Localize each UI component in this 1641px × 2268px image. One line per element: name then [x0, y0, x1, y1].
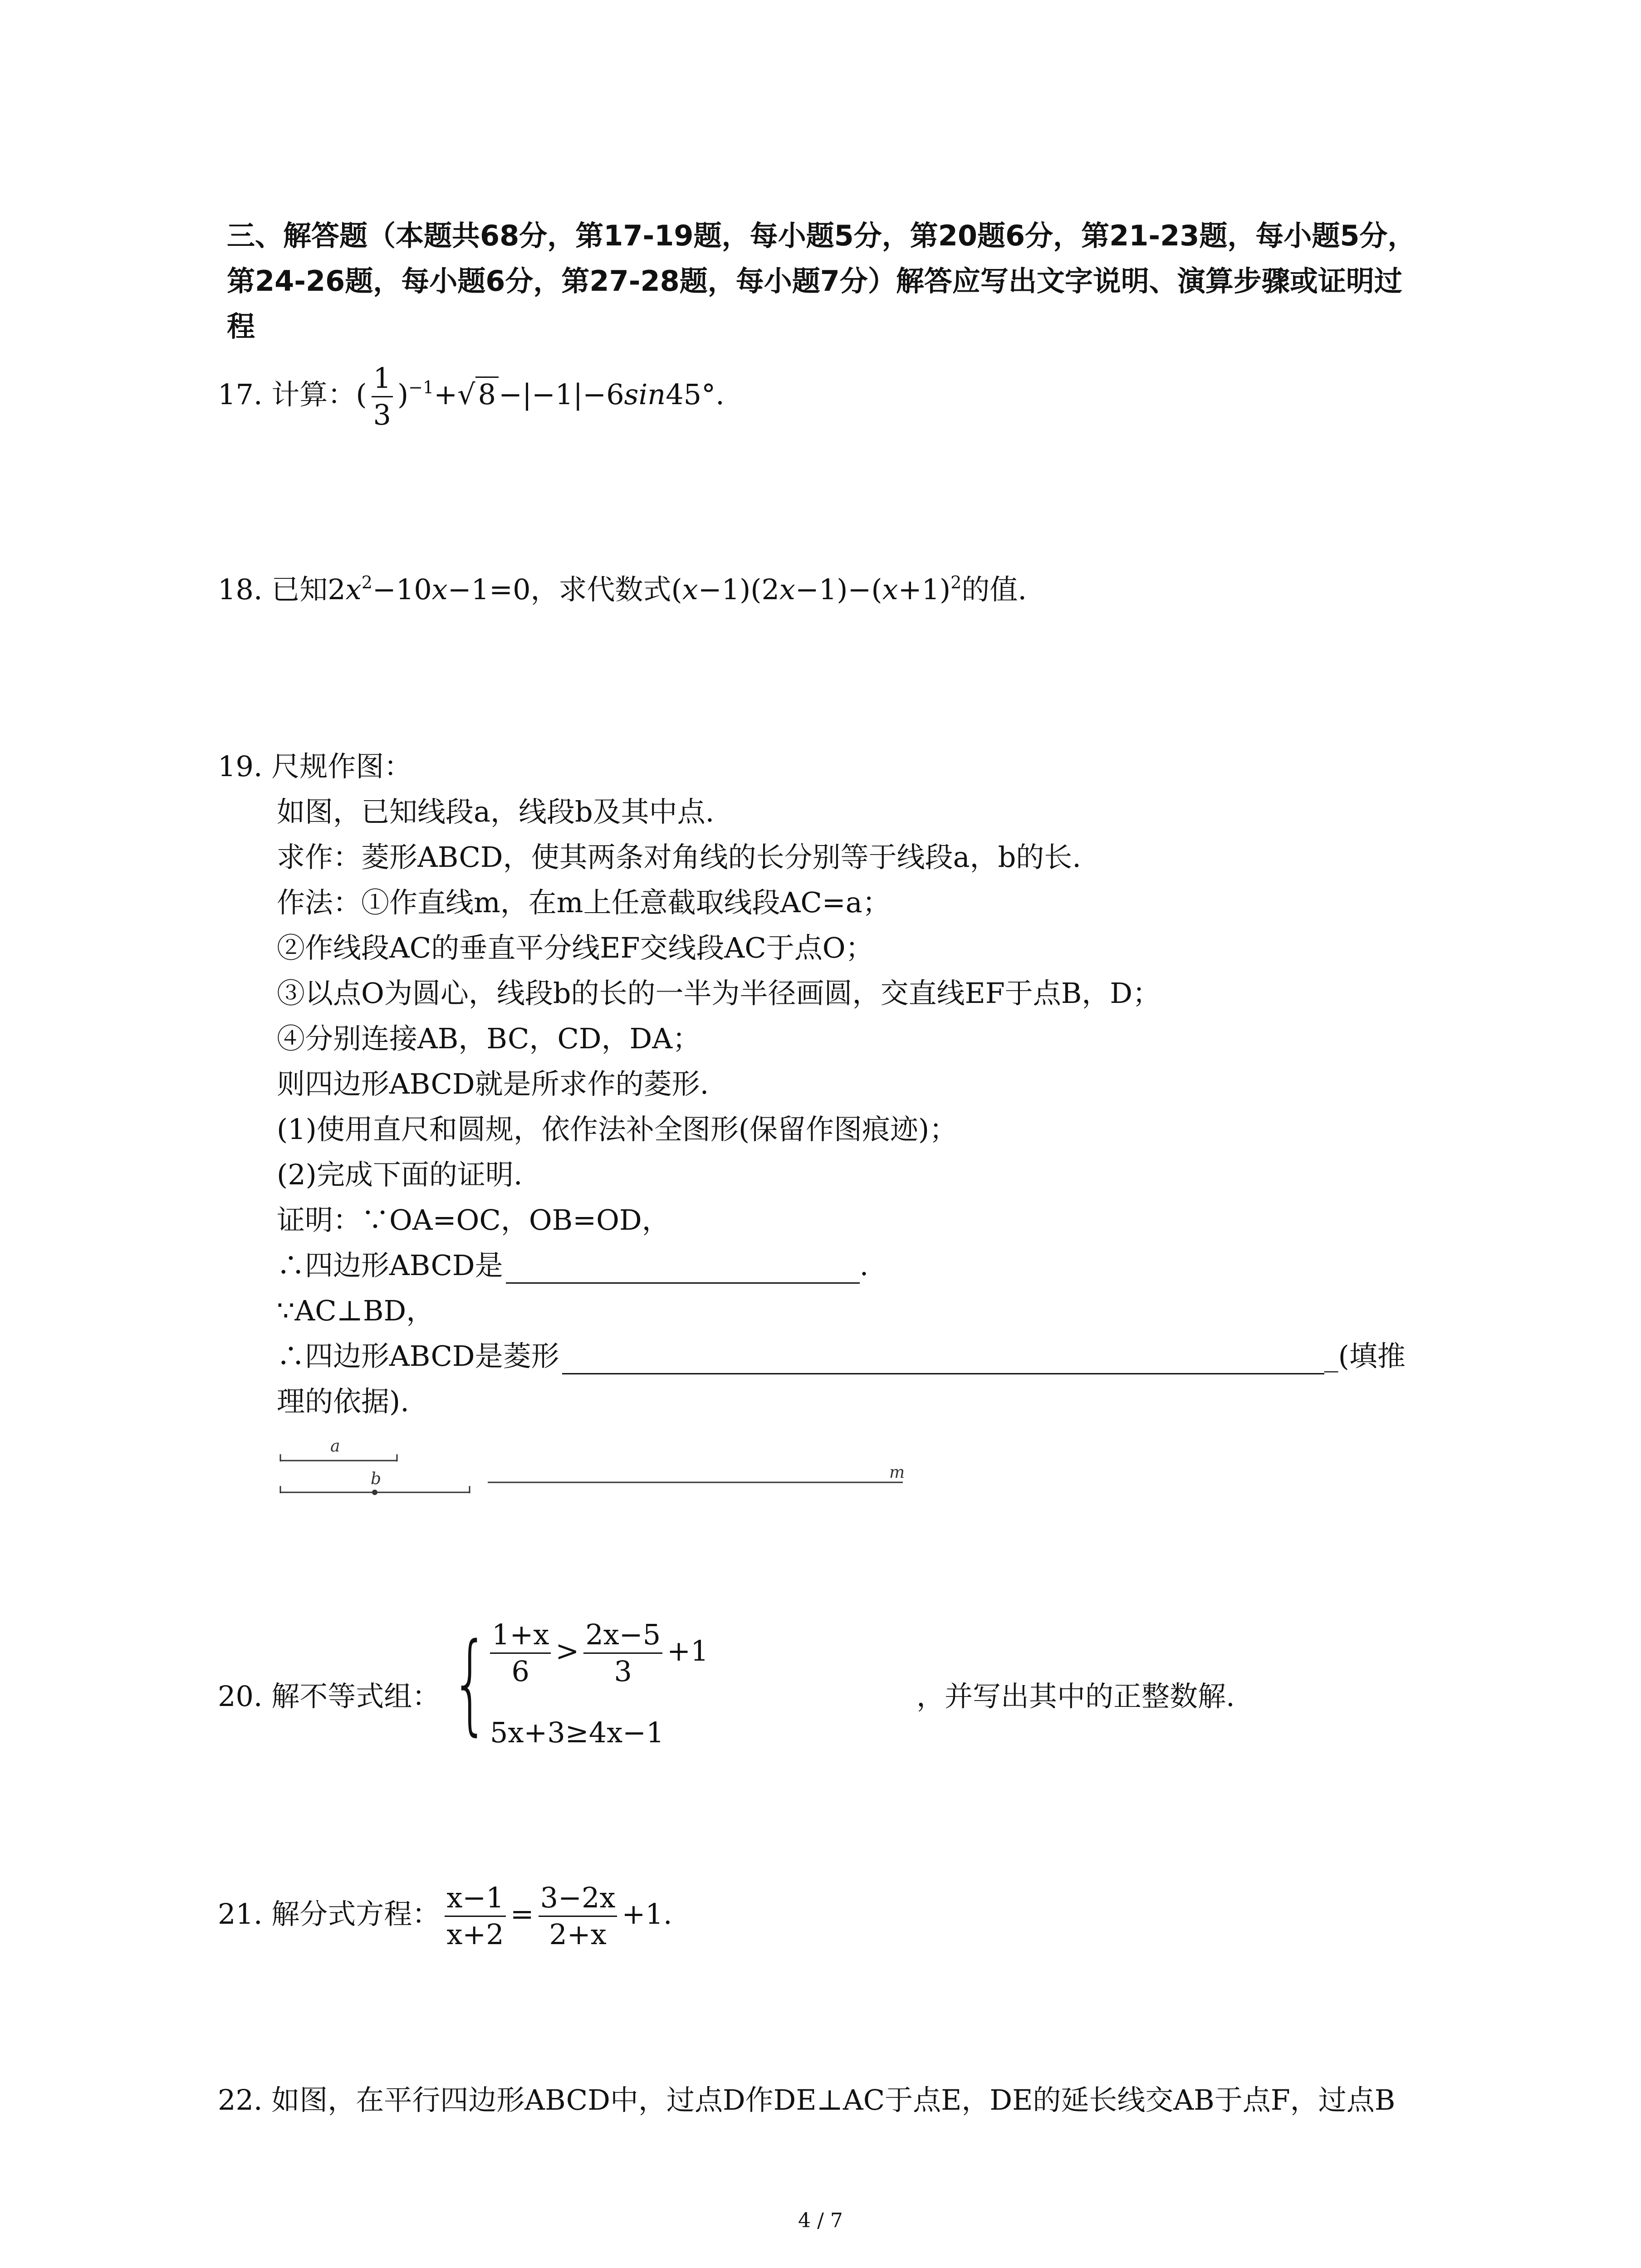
- label-m: m: [889, 1463, 905, 1482]
- q19-line-6: ④分别连接AB，BC，CD，DA；: [277, 1022, 701, 1055]
- segment-figure: [277, 1438, 921, 1506]
- q19-line-3: 作法：①作直线m，在m上任意截取线段AC=a；: [277, 886, 891, 919]
- label-a: a: [330, 1438, 340, 1456]
- answer-blank-2[interactable]: [562, 1347, 1324, 1374]
- q19-line-13: ∴四边形ABCD是菱形 _(填推: [277, 1338, 1406, 1374]
- label-b: b: [371, 1470, 382, 1488]
- answer-blank-1[interactable]: [506, 1256, 860, 1284]
- question-17: 17. 计算：( $\frac{1}{3}$ )$^{-1}$+√8−|−1|−6sin45°.: [218, 362, 725, 432]
- q19-line-11: ∴四边形ABCD是 .: [277, 1247, 868, 1284]
- section-title-line2: 第24-26题，每小题6分，第27-28题，每小题7分）解答应写出文字说明、演算步骤或证明过: [227, 264, 1402, 298]
- q19-line-8: (1)使用直尺和圆规，依作法补全图形(保留作图痕迹)；: [277, 1113, 958, 1146]
- question-22: 22. 如图，在平行四边形ABCD中，过点D作DE⊥AC于点E，DE的延长线交AB于点F，过点B: [218, 2083, 1396, 2116]
- page-number: 4 / 7: [798, 2209, 843, 2232]
- q19-line-14: 理的依据).: [277, 1385, 409, 1418]
- midpoint-b: [372, 1490, 377, 1495]
- q19-line-7: 则四边形ABCD就是所求作的菱形.: [277, 1067, 709, 1100]
- question-18: 18. 已知$2x^2-10x-1=0$，求代数式$(x-1)(2x-1)-(x+1)^2$的值.: [218, 572, 1027, 606]
- question-19-title: 19. 尺规作图：: [218, 750, 412, 783]
- question-21: 21. 解分式方程： $\frac{x-1}{x+2}$ = $\frac{3-2x}{2+x}$ +1.: [218, 1881, 672, 1951]
- q19-line-9: (2)完成下面的证明.: [277, 1158, 523, 1191]
- q19-line-2: 求作：菱形ABCD，使其两条对角线的长分别等于线段a，b的长.: [277, 841, 1081, 874]
- q19-line-4: ②作线段AC的垂直平分线EF交线段AC于点O；: [277, 931, 874, 964]
- section-title-line1: 三、解答题（本题共68分，第17-19题，每小题5分，第20题6分，第21-23题，每小题5分，: [227, 219, 1416, 252]
- q19-line-12: ∵AC⊥BD，: [277, 1294, 435, 1327]
- q19-line-10: 证明：∵OA=OC，OB=OD，: [277, 1203, 670, 1237]
- section-title-line3: 程: [227, 310, 255, 343]
- q19-line-1: 如图，已知线段a，线段b及其中点.: [277, 795, 715, 828]
- q19-line-5: ③以点O为圆心，线段b的长的一半为半径画圆，交直线EF于点B，D；: [277, 977, 1161, 1010]
